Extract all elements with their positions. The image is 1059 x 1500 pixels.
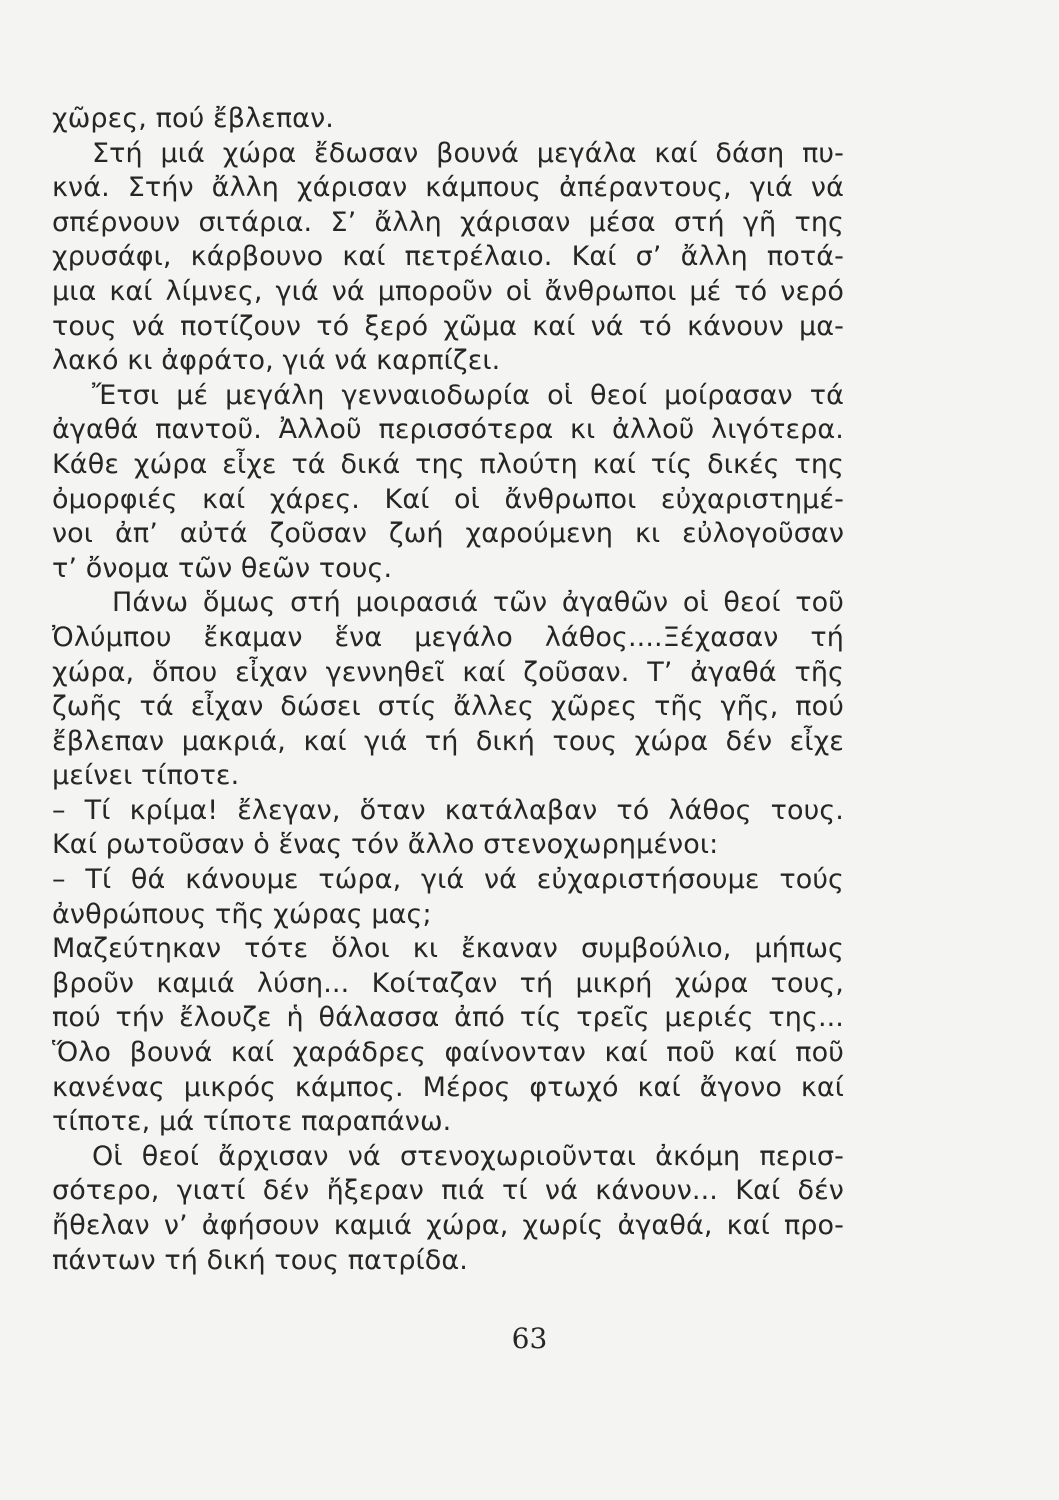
page-number: 63	[511, 1322, 548, 1355]
text-line: τίποτε, μά τίποτε παραπάνω.	[52, 1106, 452, 1138]
text-line: κανένας μικρός κάμπος. Μέρος φτωχό καί ἄγονο καί	[52, 1071, 844, 1103]
text-line: Μαζεύτηκαν τότε ὅλοι κι ἔκαναν συμβούλιο, μήπως	[52, 933, 844, 965]
text-line: λακό κι ἀφράτο, γιά νά καρπίζει.	[52, 345, 501, 377]
text-line: μείνει τίποτε.	[52, 760, 240, 792]
text-line: πάντων τή δική τους πατρίδα.	[52, 1244, 468, 1276]
text-line: ἀνθρώπους τῆς χώρας μας;	[52, 898, 432, 930]
text-line: Κάθε χώρα εἶχε τά δικά της πλούτη καί τίς δικές της	[52, 448, 844, 480]
text-line: χώρα, ὅπου εἶχαν γεννηθεῖ καί ζοῦσαν. Τ’ ἀγαθά τῆς	[52, 656, 844, 688]
text-line: τ’ ὄνομα τῶν θεῶν τους.	[52, 552, 393, 584]
text-line: σότερο, γιατί δέν ἤξεραν πιά τί νά κάνουν... Καί δέν	[52, 1175, 844, 1207]
text-line: Οἱ θεοί ἄρχισαν νά στενοχωριοῦνται ἀκόμη περισ-	[92, 1140, 844, 1172]
text-line: χρυσάφι, κάρβουνο καί πετρέλαιο. Καί σ’ ἄλλη ποτά-	[52, 241, 844, 273]
text-line: ἤθελαν ν’ ἀφήσουν καμιά χώρα, χωρίς ἀγαθά, καί προ-	[52, 1210, 844, 1241]
text-line: – Τί θά κάνουμε τώρα, γιά νά εὐχαριστήσουμε τούς	[52, 864, 844, 896]
text-line: χῶρες, πού ἔβλεπαν.	[52, 103, 334, 134]
text-line: πού τήν ἔλουζε ἡ θάλασσα ἀπό τίς τρεῖς μεριές της...	[52, 1002, 844, 1034]
text-line: νοι ἀπ’ αὐτά ζοῦσαν ζωή χαρούμενη κι εὐλογοῦσαν	[52, 518, 844, 550]
text-line: μια καί λίμνες, γιά νά μποροῦν οἱ ἄνθρωποι μέ τό νερό	[52, 275, 844, 307]
text-line: τους νά ποτίζουν τό ξερό χῶμα καί νά τό κάνουν μα-	[52, 310, 844, 342]
text-line: κνά. Στήν ἄλλη χάρισαν κάμπους ἀπέραντους, γιά νά	[52, 172, 844, 204]
text-line: σπέρνουν σιτάρια. Σ’ ἄλλη χάρισαν μέσα στή γῆ της	[52, 206, 844, 238]
text-line: Πάνω ὅμως στή μοιρασιά τῶν ἀγαθῶν οἱ θεοί τοῦ	[112, 587, 844, 619]
text-line: – Τί κρίμα! ἔλεγαν, ὅταν κατάλαβαν τό λάθος τους.	[52, 794, 844, 826]
text-line: Ὀλύμπου ἔκαμαν ἕνα μεγάλο λάθος....Ξέχασαν τή	[52, 621, 844, 653]
text-line: ζωῆς τά εἶχαν δώσει στίς ἄλλες χῶρες τῆς γῆς, πού	[52, 691, 844, 723]
text-line: βροῦν καμιά λύση... Κοίταζαν τή μικρή χώρα τους,	[52, 967, 844, 999]
text-line: Ἔτσι μέ μεγάλη γενναιοδωρία οἱ θεοί μοίρασαν τά	[92, 379, 844, 411]
text-line: ἔβλεπαν μακριά, καί γιά τή δική τους χώρα δέν εἶχε	[52, 725, 844, 757]
text-line: Στή μιά χώρα ἔδωσαν βουνά μεγάλα καί δάση πυ-	[92, 137, 844, 169]
text-line: ὀμορφιές καί χάρες. Καί οἱ ἄνθρωποι εὐχαριστημέ-	[52, 483, 844, 515]
body-text	[52, 102, 844, 1278]
text-line: Καί ρωτοῦσαν ὁ ἕνας τόν ἄλλο στενοχωρημένοι:	[52, 829, 719, 861]
text-line: ἀγαθά παντοῦ. Ἀλλοῦ περισσότερα κι ἀλλοῦ λιγότερα.	[52, 414, 844, 446]
text-line: Ὅλο βουνά καί χαράδρες φαίνονταν καί ποῦ καί ποῦ	[52, 1037, 844, 1069]
